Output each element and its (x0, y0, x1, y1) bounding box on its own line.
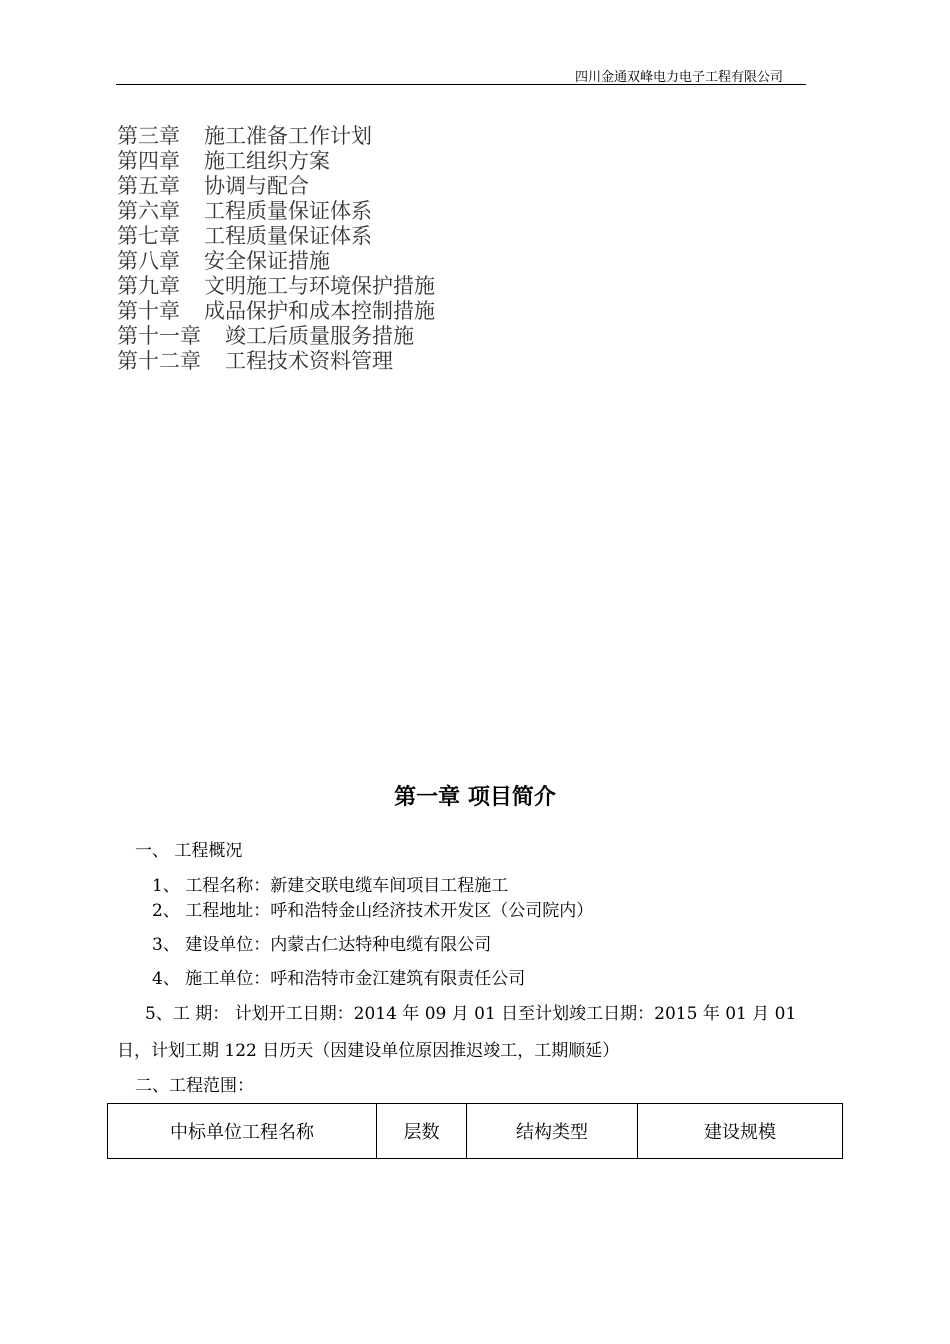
toc-title: 工程技术资料管理 (225, 349, 393, 373)
toc-item (117, 299, 435, 324)
schedule-line-continued: 日，计划工期 122 日历天（因建设单位原因推迟竣工，工期顺延） (117, 1041, 620, 1061)
contractor-line: 4、 施工单位：呼和浩特市金江建筑有限责任公司 (152, 969, 526, 989)
toc-item (117, 224, 435, 249)
toc-item (117, 149, 435, 174)
toc-chapter: 第五章 (117, 174, 180, 198)
scope-table (107, 1103, 843, 1159)
chapter-title: 第一章 项目简介 (394, 785, 556, 810)
toc-item (117, 274, 435, 299)
table-of-contents (117, 124, 435, 374)
toc-chapter: 第三章 (117, 124, 180, 148)
toc-title: 竣工后质量服务措施 (225, 324, 414, 348)
toc-item (117, 324, 435, 349)
header-rule (116, 84, 806, 85)
toc-item (117, 249, 435, 274)
toc-title: 工程质量保证体系 (204, 199, 372, 223)
toc-chapter: 第七章 (117, 224, 180, 248)
toc-chapter: 第九章 (117, 274, 180, 298)
toc-item (117, 349, 435, 374)
toc-title: 成品保护和成本控制措施 (204, 299, 435, 323)
toc-chapter: 第八章 (117, 249, 180, 273)
toc-chapter: 第十章 (117, 299, 180, 323)
table-header-cell: 结构类型 (467, 1104, 638, 1159)
toc-chapter: 第四章 (117, 149, 180, 173)
table-header-cell: 层数 (377, 1104, 467, 1159)
toc-title: 工程质量保证体系 (204, 224, 372, 248)
header-company-name: 四川金通双峰电力电子工程有限公司 (575, 70, 784, 85)
toc-title: 施工组织方案 (204, 149, 330, 173)
table-header-row (108, 1104, 843, 1159)
table-header-cell: 中标单位工程名称 (108, 1104, 377, 1159)
project-address-line: 2、 工程地址：呼和浩特金山经济技术开发区（公司院内） (152, 901, 594, 921)
client-line: 3、 建设单位：内蒙古仁达特种电缆有限公司 (152, 935, 492, 955)
toc-chapter: 第十一章 (117, 324, 201, 348)
toc-item (117, 124, 435, 149)
toc-title: 协调与配合 (204, 174, 309, 198)
table-header-cell: 建设规模 (638, 1104, 843, 1159)
section-heading-scope: 二、工程范围： (135, 1076, 254, 1096)
toc-chapter: 第六章 (117, 199, 180, 223)
toc-title: 文明施工与环境保护措施 (204, 274, 435, 298)
toc-item (117, 174, 435, 199)
toc-title: 安全保证措施 (204, 249, 330, 273)
section-heading-overview: 一、 工程概况 (135, 841, 243, 861)
toc-item (117, 199, 435, 224)
toc-chapter: 第十二章 (117, 349, 201, 373)
schedule-line: 5、工 期： 计划开工日期：2014 年 09 月 01 日至计划竣工日期：2015 年 01 月 01 (145, 1004, 797, 1024)
toc-title: 施工准备工作计划 (204, 124, 372, 148)
project-name-line: 1、 工程名称：新建交联电缆车间项目工程施工 (152, 876, 509, 896)
